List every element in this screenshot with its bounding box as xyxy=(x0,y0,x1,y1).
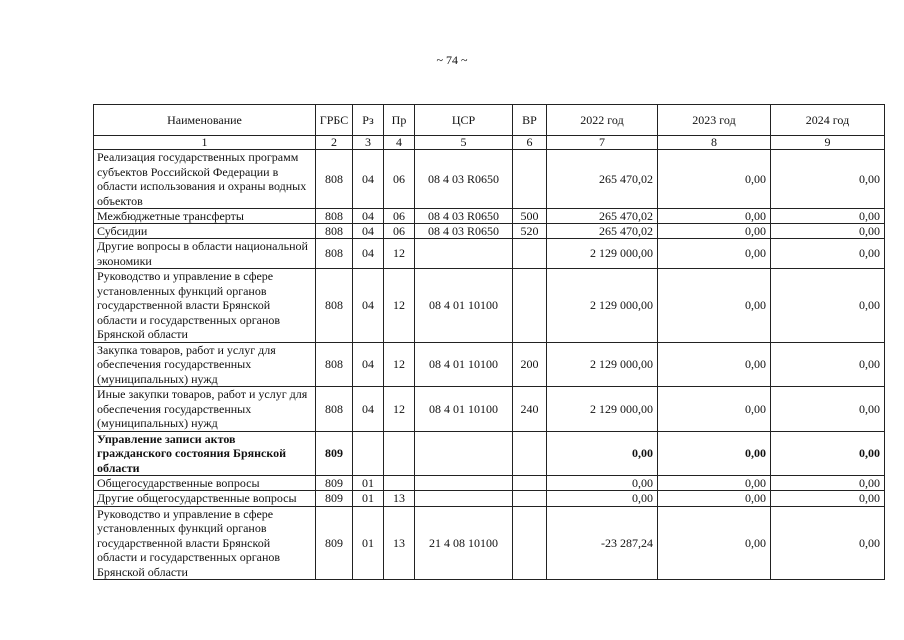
table-row xyxy=(94,269,885,343)
table-row xyxy=(94,150,885,209)
cell-pr: 12 xyxy=(384,239,415,269)
cell-2024: 0,00 xyxy=(771,476,885,491)
cell-grbs: 809 xyxy=(316,506,353,580)
cell-2023: 0,00 xyxy=(658,431,771,476)
cell-2024: 0,00 xyxy=(771,506,885,580)
cell-2023: 0,00 xyxy=(658,150,771,209)
cell-2024: 0,00 xyxy=(771,150,885,209)
cell-pr xyxy=(384,476,415,491)
cell-grbs: 808 xyxy=(316,150,353,209)
table-row xyxy=(94,476,885,491)
cell-pr: 12 xyxy=(384,269,415,343)
cell-pr: 13 xyxy=(384,491,415,507)
index-row xyxy=(94,136,885,150)
cell-2023: 0,00 xyxy=(658,239,771,269)
cell-2024: 0,00 xyxy=(771,431,885,476)
table-row xyxy=(94,491,885,507)
cell-name: Иные закупки товаров, работ и услуг для обеспечения государственных (муниципальных) нужд xyxy=(94,387,316,432)
cell-2023: 0,00 xyxy=(658,269,771,343)
cell-2023: 0,00 xyxy=(658,387,771,432)
cell-pr: 06 xyxy=(384,224,415,239)
cell-name: Общегосударственные вопросы xyxy=(94,476,316,491)
cell-2023: 0,00 xyxy=(658,506,771,580)
cell-vr xyxy=(513,476,547,491)
cell-2023: 0,00 xyxy=(658,491,771,507)
cell-vr xyxy=(513,150,547,209)
table-row xyxy=(94,387,885,432)
cell-rz: 01 xyxy=(353,491,384,507)
cell-pr xyxy=(384,431,415,476)
column-header: Наименование xyxy=(94,105,316,136)
column-index: 1 xyxy=(94,136,316,150)
cell-2023: 0,00 xyxy=(658,224,771,239)
cell-2024: 0,00 xyxy=(771,224,885,239)
column-header: ВР xyxy=(513,105,547,136)
cell-csr: 08 4 03 R0650 xyxy=(415,150,513,209)
cell-2022: 0,00 xyxy=(547,476,658,491)
cell-name: Другие вопросы в области национальной экономики xyxy=(94,239,316,269)
cell-2022: 2 129 000,00 xyxy=(547,239,658,269)
cell-2023: 0,00 xyxy=(658,476,771,491)
budget-table xyxy=(93,104,885,580)
cell-2022: 2 129 000,00 xyxy=(547,387,658,432)
cell-2024: 0,00 xyxy=(771,342,885,387)
column-header: Пр xyxy=(384,105,415,136)
cell-2024: 0,00 xyxy=(771,387,885,432)
cell-2022: 265 470,02 xyxy=(547,209,658,224)
column-header: ГРБС xyxy=(316,105,353,136)
cell-pr: 12 xyxy=(384,387,415,432)
cell-name: Руководство и управление в сфере установленных функций органов государственной власти Брянской области и государственных органов Брянской области xyxy=(94,506,316,580)
cell-csr: 08 4 01 10100 xyxy=(415,269,513,343)
column-index: 7 xyxy=(547,136,658,150)
cell-csr xyxy=(415,491,513,507)
column-header: 2023 год xyxy=(658,105,771,136)
cell-vr: 200 xyxy=(513,342,547,387)
column-index: 6 xyxy=(513,136,547,150)
cell-grbs: 809 xyxy=(316,431,353,476)
cell-2023: 0,00 xyxy=(658,342,771,387)
cell-rz: 01 xyxy=(353,476,384,491)
column-index: 4 xyxy=(384,136,415,150)
cell-grbs: 809 xyxy=(316,491,353,507)
cell-rz: 04 xyxy=(353,209,384,224)
cell-name: Управление записи актов гражданского состояния Брянской области xyxy=(94,431,316,476)
table-row xyxy=(94,342,885,387)
cell-grbs: 808 xyxy=(316,224,353,239)
table-row xyxy=(94,224,885,239)
cell-vr: 520 xyxy=(513,224,547,239)
cell-2024: 0,00 xyxy=(771,269,885,343)
column-index: 3 xyxy=(353,136,384,150)
cell-vr xyxy=(513,431,547,476)
cell-pr: 13 xyxy=(384,506,415,580)
cell-name: Межбюджетные трансферты xyxy=(94,209,316,224)
cell-rz: 01 xyxy=(353,506,384,580)
cell-2022: 2 129 000,00 xyxy=(547,342,658,387)
column-header: 2022 год xyxy=(547,105,658,136)
cell-name: Закупка товаров, работ и услуг для обеспечения государственных (муниципальных) нужд xyxy=(94,342,316,387)
cell-2024: 0,00 xyxy=(771,491,885,507)
cell-rz: 04 xyxy=(353,224,384,239)
cell-pr: 06 xyxy=(384,209,415,224)
cell-rz xyxy=(353,431,384,476)
cell-csr: 08 4 03 R0650 xyxy=(415,209,513,224)
cell-vr xyxy=(513,239,547,269)
cell-rz: 04 xyxy=(353,239,384,269)
column-index: 9 xyxy=(771,136,885,150)
cell-2022: 0,00 xyxy=(547,491,658,507)
cell-name: Руководство и управление в сфере установленных функций органов государственной власти Брянской области и государственных органов Брянской области xyxy=(94,269,316,343)
cell-grbs: 808 xyxy=(316,387,353,432)
cell-2022: 265 470,02 xyxy=(547,150,658,209)
header-row xyxy=(94,105,885,136)
cell-csr: 08 4 03 R0650 xyxy=(415,224,513,239)
cell-pr: 12 xyxy=(384,342,415,387)
cell-rz: 04 xyxy=(353,150,384,209)
cell-csr xyxy=(415,239,513,269)
table-body xyxy=(94,150,885,580)
table-row xyxy=(94,239,885,269)
cell-2022: 265 470,02 xyxy=(547,224,658,239)
cell-grbs: 809 xyxy=(316,476,353,491)
column-header: 2024 год xyxy=(771,105,885,136)
cell-csr: 08 4 01 10100 xyxy=(415,387,513,432)
cell-2022: 0,00 xyxy=(547,431,658,476)
cell-vr xyxy=(513,269,547,343)
cell-pr: 06 xyxy=(384,150,415,209)
table-row xyxy=(94,431,885,476)
page-number: ~ 74 ~ xyxy=(436,53,468,67)
column-header: ЦСР xyxy=(415,105,513,136)
column-header: Рз xyxy=(353,105,384,136)
cell-rz: 04 xyxy=(353,387,384,432)
cell-rz: 04 xyxy=(353,342,384,387)
cell-2023: 0,00 xyxy=(658,209,771,224)
cell-name: Реализация государственных программ субъектов Российской Федерации в области использования и охраны водных объектов xyxy=(94,150,316,209)
cell-vr xyxy=(513,491,547,507)
cell-vr xyxy=(513,506,547,580)
cell-vr: 240 xyxy=(513,387,547,432)
table-row xyxy=(94,209,885,224)
cell-grbs: 808 xyxy=(316,342,353,387)
column-index: 2 xyxy=(316,136,353,150)
cell-2024: 0,00 xyxy=(771,209,885,224)
cell-grbs: 808 xyxy=(316,209,353,224)
cell-2022: 2 129 000,00 xyxy=(547,269,658,343)
cell-csr xyxy=(415,476,513,491)
cell-grbs: 808 xyxy=(316,239,353,269)
cell-csr xyxy=(415,431,513,476)
cell-name: Субсидии xyxy=(94,224,316,239)
cell-csr: 08 4 01 10100 xyxy=(415,342,513,387)
cell-csr: 21 4 08 10100 xyxy=(415,506,513,580)
cell-name: Другие общегосударственные вопросы xyxy=(94,491,316,507)
column-index: 8 xyxy=(658,136,771,150)
cell-vr: 500 xyxy=(513,209,547,224)
cell-2024: 0,00 xyxy=(771,239,885,269)
cell-rz: 04 xyxy=(353,269,384,343)
cell-2022: -23 287,24 xyxy=(547,506,658,580)
table-row xyxy=(94,506,885,580)
column-index: 5 xyxy=(415,136,513,150)
cell-grbs: 808 xyxy=(316,269,353,343)
